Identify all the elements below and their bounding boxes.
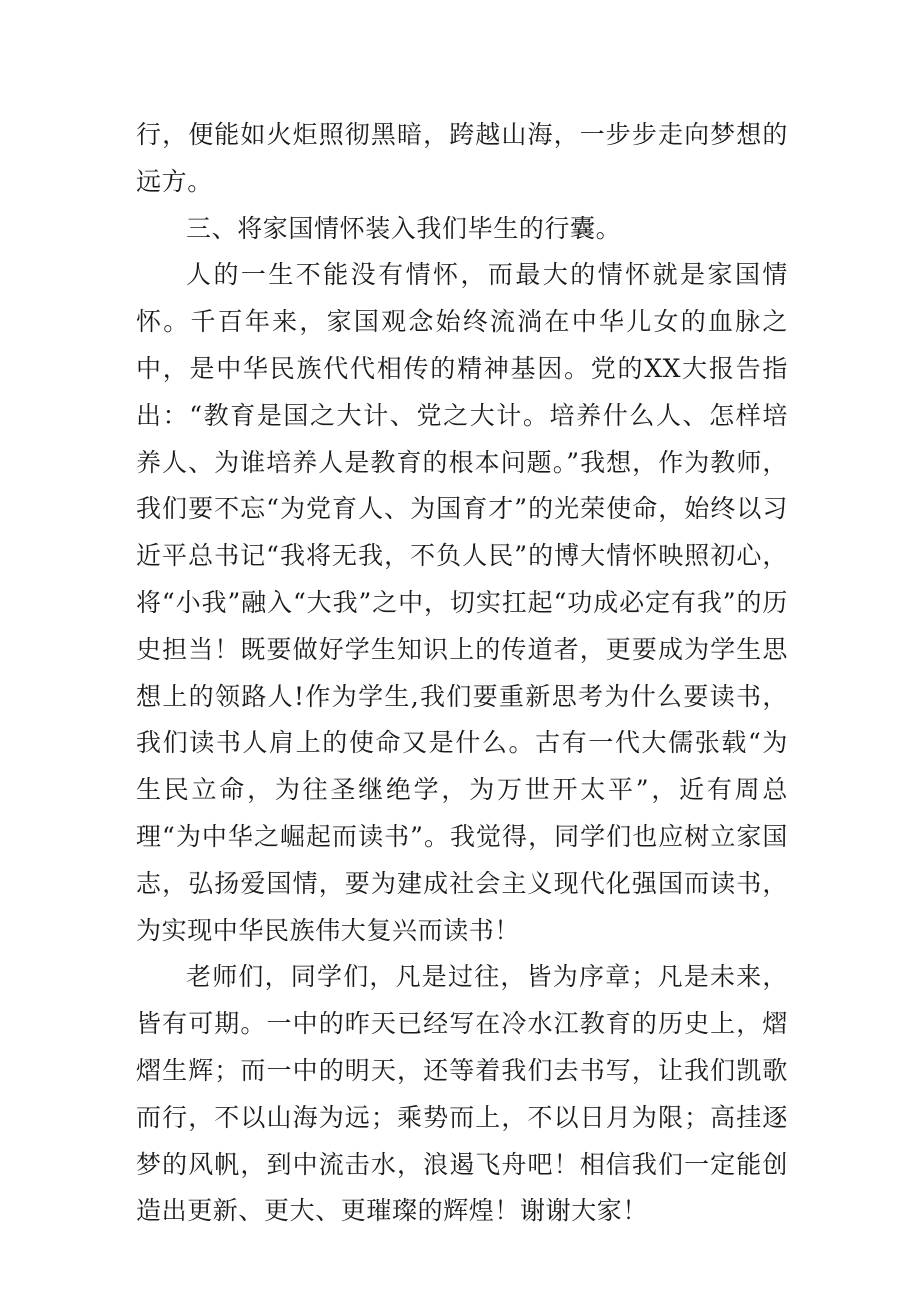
- document-body: [136, 112, 788, 1235]
- paragraph-closing: 老师们，同学们，凡是过往，皆为序章；凡是未来，皆有可期。一中的昨天已经写在冷水江教育的历史上，熠熠生辉；而一中的明天，还等着我们去书写，让我们凯歌而行，不以山海为远；乘势而上，不以日月为限；高挂逐梦的风帆，到中流击水，浪遏飞舟吧！相信我们一定能创造出更新、更大、更璀璨的辉煌！谢谢大家！: [136, 962, 788, 1226]
- paragraph-patriotism: 人的一生不能没有情怀，而最大的情怀就是家国情怀。千百年来，家国观念始终流淌在中华儿女的血脉之中，是中华民族代代相传的精神基因。党的XX大报告指出：“教育是国之大计、党之大计。培养什么人、怎样培养人、为谁培养人是教育的根本问题。”我想，作为教师，我们要不忘“为党育人、为国育才”的光荣使命，始终以习近平总书记“我将无我，不负人民”的博大情怀映照初心，将“小我”融入“大我”之中，切实扛起“功成必定有我”的历史担当！既要做好学生知识上的传道者，更要成为学生思想上的领路人!作为学生,我们要重新思考为什么要读书，我们读书人肩上的使命又是什么。古有一代大儒张载“为生民立命，为往圣继绝学，为万世开太平”，近有周总理“为中华之崛起而读书”。我觉得，同学们也应树立家国志，弘扬爱国情，要为建成社会主义现代化强国而读书，为实现中华民族伟大复兴而读书！: [136, 260, 788, 945]
- paragraph-continuation: 行，便能如火炬照彻黑暗，跨越山海，一步步走向梦想的远方。: [136, 120, 788, 196]
- section-heading: 三、将家国情怀装入我们毕生的行囊。: [186, 213, 622, 243]
